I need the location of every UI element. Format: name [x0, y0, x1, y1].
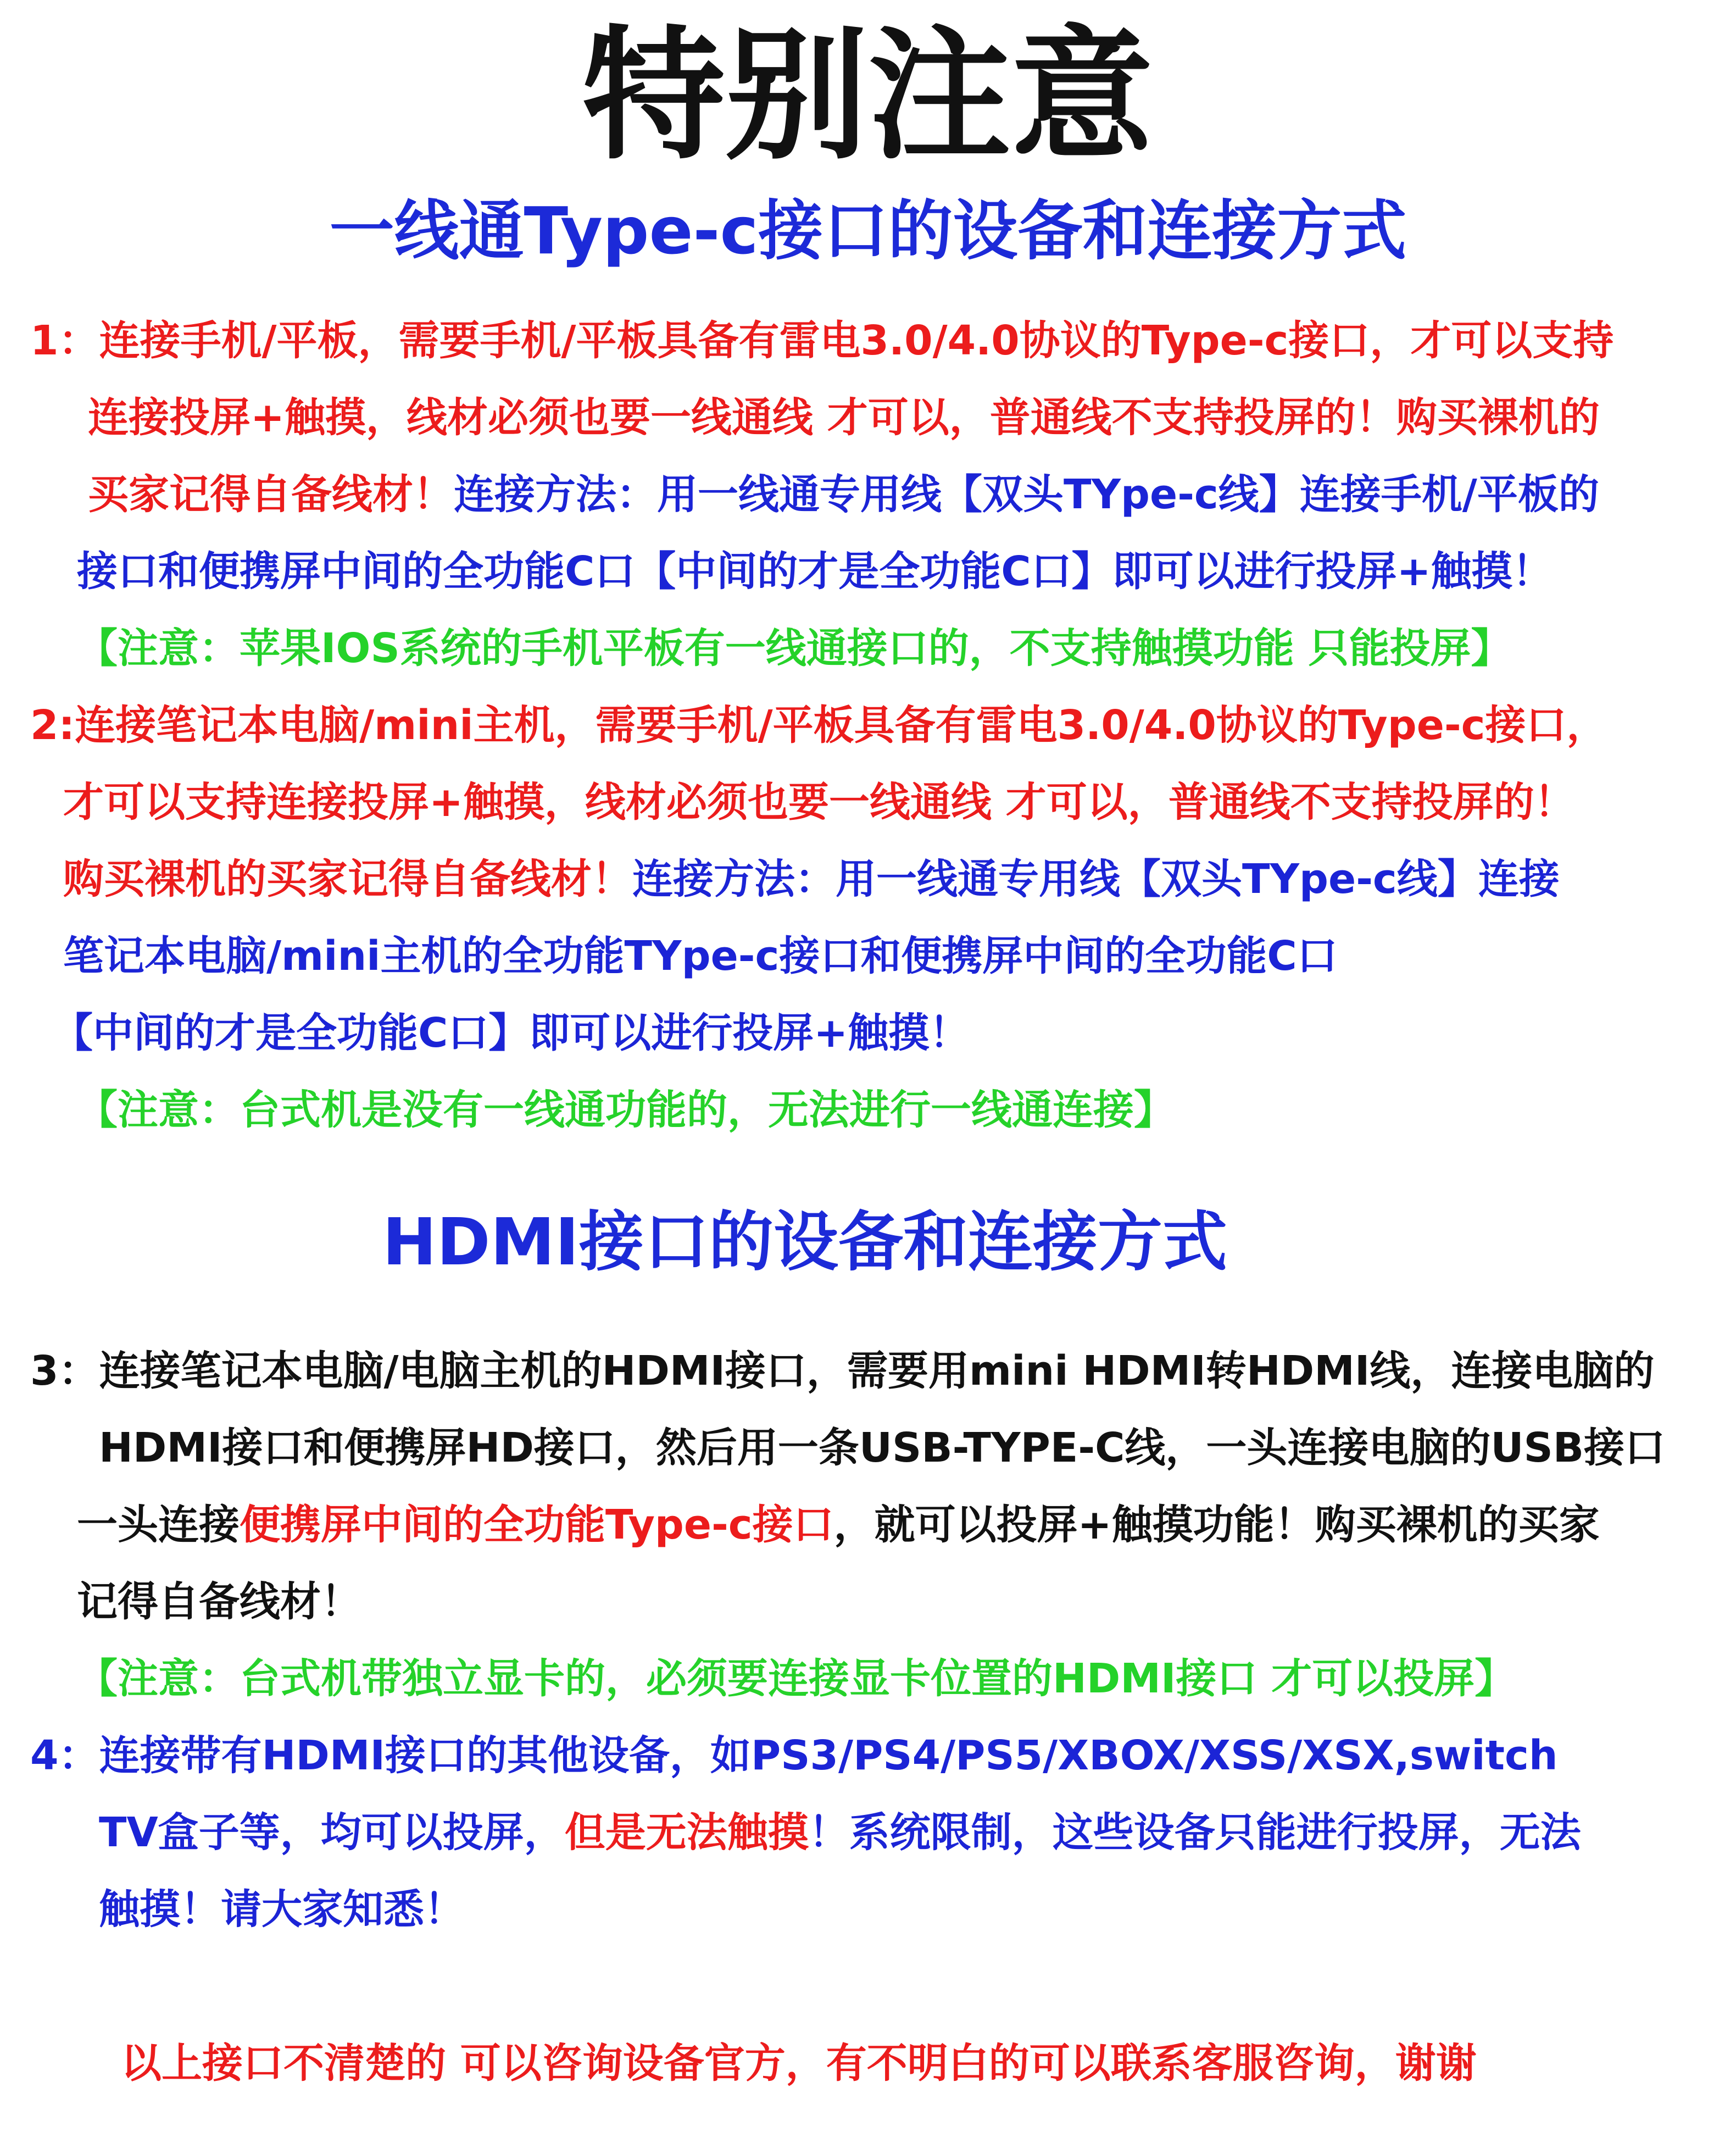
section-heading-typec: 一线通Type-c接口的设备和连接方式 — [329, 193, 1407, 269]
item2-line4: 笔记本电脑/mini主机的全功能TYpe-c接口和便携屏中间的全功能C口 — [63, 932, 1338, 980]
item2-line3 — [63, 849, 1560, 909]
item1-line1: 1：连接手机/平板，需要手机/平板具备有雷电3.0/4.0协议的Type-c接口，才可以支持 — [30, 317, 1614, 364]
item1-line3 — [88, 464, 1599, 525]
item1-note: 【注意：苹果IOS系统的手机平板有一线通接口的，不支持触摸功能 只能投屏】 — [77, 625, 1512, 672]
item2-line5: 【中间的才是全功能C口】即可以进行投屏+触摸！ — [52, 1009, 970, 1057]
item2-line3-red: 购买裸机的买家记得自备线材！ — [63, 856, 632, 903]
page-title: 特别注意 — [582, 13, 1154, 179]
item2-note: 【注意：台式机是没有一线通功能的，无法进行一线通连接】 — [77, 1086, 1175, 1134]
item3-line3 — [77, 1495, 1600, 1555]
item2-line2: 才可以支持连接投屏+触摸，线材必须也要一线通线 才可以，普通线不支持投屏的！ — [63, 779, 1575, 826]
item3-line3-a: 一头连接 — [77, 1501, 240, 1548]
item3-line4: 记得自备线材！ — [77, 1578, 361, 1625]
item4-line2-red: 但是无法触摸 — [564, 1809, 809, 1856]
footer-note: 以上接口不清楚的 可以咨询设备官方，有不明白的可以联系客服咨询，谢谢 — [121, 2040, 1477, 2087]
item3-line1: 3：连接笔记本电脑/电脑主机的HDMI接口，需要用mini HDMI转HDMI线，连接电脑的 — [30, 1347, 1655, 1395]
item3-line3-red: 便携屏中间的全功能Type-c接口 — [240, 1501, 834, 1548]
item4-line1: 4：连接带有HDMI接口的其他设备，如PS3/PS4/PS5/XBOX/XSS/XSX,switch — [30, 1732, 1558, 1779]
section-heading-hdmi: HDMI接口的设备和连接方式 — [382, 1204, 1228, 1280]
item3-line2: HDMI接口和便携屏HD接口，然后用一条USB-TYPE-C线，一头连接电脑的USB接口 — [99, 1424, 1666, 1472]
item1-line3-blue: 连接方法：用一线通专用线【双头TYpe-c线】连接手机/平板的 — [454, 471, 1599, 518]
item3-line3-b: ，就可以投屏+触摸功能！购买裸机的买家 — [833, 1501, 1600, 1548]
item1-line4: 接口和便携屏中间的全功能C口【中间的才是全功能C口】即可以进行投屏+触摸！ — [77, 548, 1553, 595]
item4-line2-b: ！系统限制，这些设备只能进行投屏，无法 — [808, 1809, 1581, 1856]
item2-line1: 2:连接笔记本电脑/mini主机，需要手机/平板具备有雷电3.0/4.0协议的Type-c接口， — [30, 702, 1607, 749]
item4-line2-a: TV盒子等，均可以投屏， — [99, 1809, 565, 1856]
item4-line2 — [99, 1802, 1581, 1863]
item4-line3: 触摸！请大家知悉！ — [99, 1886, 465, 1933]
item3-note: 【注意：台式机带独立显卡的，必须要连接显卡位置的HDMI接口 才可以投屏】 — [77, 1655, 1516, 1702]
item1-line3-red: 买家记得自备线材！ — [88, 471, 454, 518]
item2-line3-blue: 连接方法：用一线通专用线【双头TYpe-c线】连接 — [632, 856, 1560, 903]
item1-line2: 连接投屏+触摸，线材必须也要一线通线 才可以，普通线不支持投屏的！购买裸机的 — [88, 394, 1600, 441]
